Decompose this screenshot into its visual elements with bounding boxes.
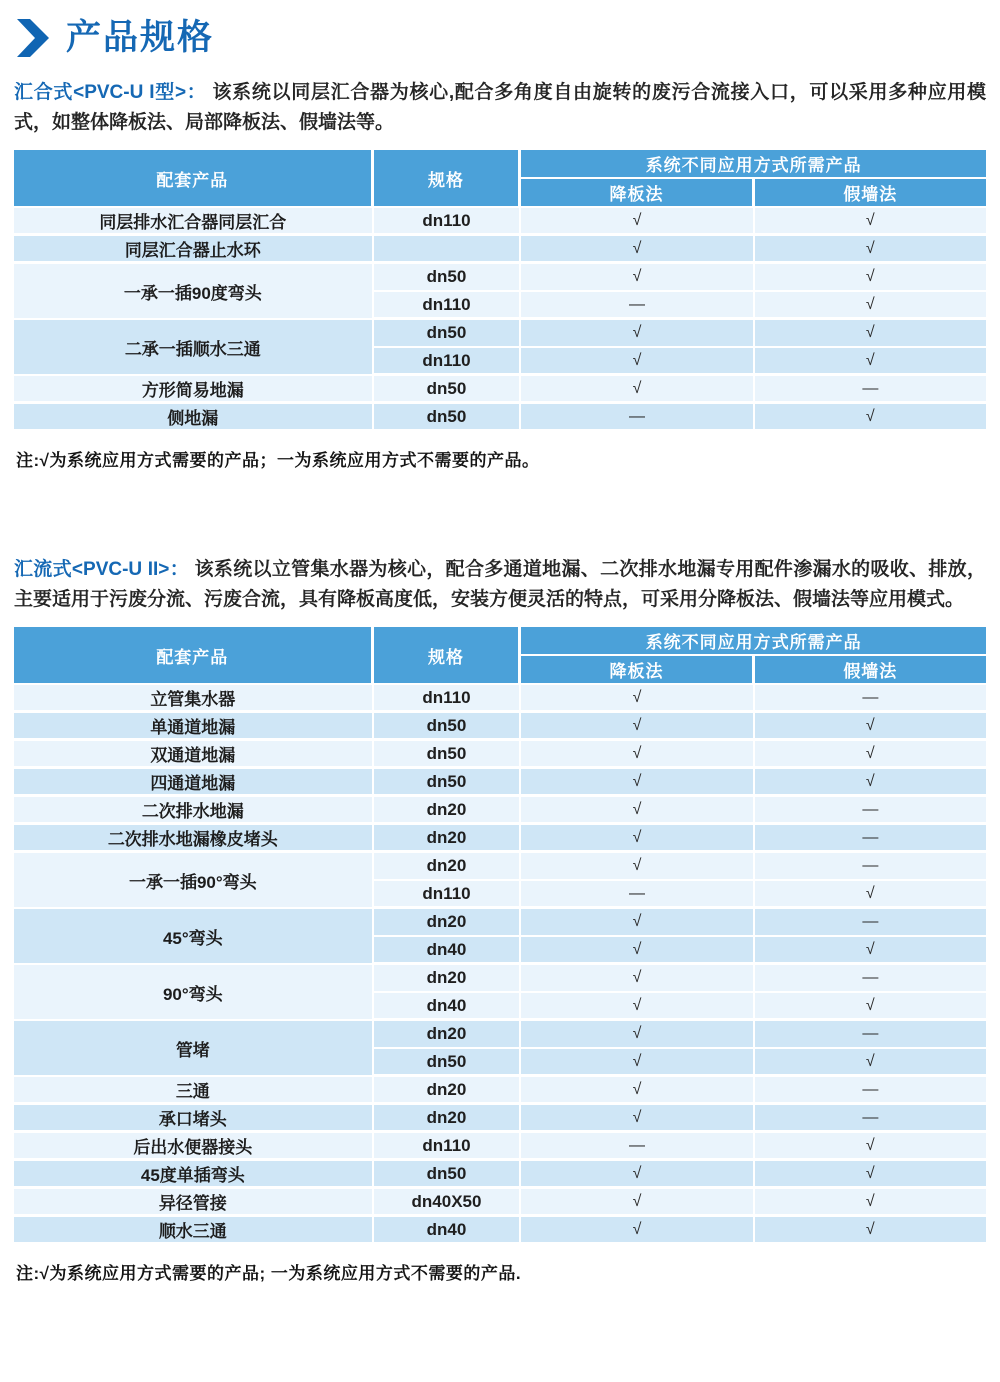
false-wall-mark-cell: √: [755, 292, 986, 320]
table-row: [14, 685, 986, 713]
product-name-cell: 侧地漏: [14, 404, 374, 432]
section2-note: 注:√为系统应用方式需要的产品; 一为系统应用方式不需要的产品.: [16, 1264, 522, 1283]
product-name-cell: 双通道地漏: [14, 741, 374, 769]
drop-slab-mark-cell: √: [521, 741, 754, 769]
table-row: [14, 909, 986, 937]
product-name-cell: 承口堵头: [14, 1105, 374, 1133]
spec-value-cell: dn50: [374, 1049, 522, 1077]
product-name-cell: 后出水便器接头: [14, 1133, 374, 1161]
drop-slab-mark-cell: √: [521, 965, 754, 993]
drop-slab-mark-cell: √: [521, 264, 754, 292]
product-name-cell: 管堵: [14, 1021, 374, 1077]
false-wall-mark-cell: √: [755, 208, 986, 236]
spec-value-cell: dn110: [374, 208, 522, 236]
spec-value-cell: dn40: [374, 993, 522, 1021]
spec-value-cell: dn50: [374, 769, 522, 797]
false-wall-mark-cell: √: [755, 1049, 986, 1077]
spec-value-cell: dn50: [374, 404, 522, 432]
header-product: 配套产品: [14, 627, 374, 685]
spec-value-cell: dn50: [374, 741, 522, 769]
product-name-cell: 方形简易地漏: [14, 376, 374, 404]
drop-slab-mark-cell: √: [521, 320, 754, 348]
false-wall-mark-cell: √: [755, 348, 986, 376]
false-wall-mark-cell: √: [755, 769, 986, 797]
spec-value-cell: dn50: [374, 264, 522, 292]
spec-value-cell: dn40: [374, 1217, 522, 1245]
table-row: [14, 236, 986, 264]
spec-value-cell: [374, 236, 522, 264]
false-wall-mark-cell: √: [755, 236, 986, 264]
drop-slab-mark-cell: √: [521, 1217, 754, 1245]
spec-value-cell: dn20: [374, 1105, 522, 1133]
drop-slab-mark-cell: √: [521, 769, 754, 797]
product-name-cell: 一承一插90度弯头: [14, 264, 374, 320]
table-row: [14, 1189, 986, 1217]
false-wall-mark-cell: √: [755, 1217, 986, 1245]
header-false-wall-method: 假墙法: [755, 179, 986, 208]
drop-slab-mark-cell: √: [521, 1161, 754, 1189]
table-row: [14, 825, 986, 853]
false-wall-mark-cell: √: [755, 937, 986, 965]
table-row: [14, 965, 986, 993]
product-name-cell: 异径管接: [14, 1189, 374, 1217]
drop-slab-mark-cell: —: [521, 881, 754, 909]
spec-value-cell: dn20: [374, 909, 522, 937]
chevron-right-icon: [16, 18, 50, 58]
header-drop-slab-method: 降板法: [521, 179, 754, 208]
spec-value-cell: dn20: [374, 1077, 522, 1105]
table-row: [14, 853, 986, 881]
drop-slab-mark-cell: √: [521, 1077, 754, 1105]
false-wall-mark-cell: √: [755, 320, 986, 348]
header-application-group: 系统不同应用方式所需产品: [521, 627, 986, 656]
table-row: [14, 1133, 986, 1161]
false-wall-mark-cell: —: [755, 965, 986, 993]
spec-value-cell: dn20: [374, 965, 522, 993]
drop-slab-mark-cell: —: [521, 404, 754, 432]
drop-slab-mark-cell: √: [521, 937, 754, 965]
table-row: [14, 1105, 986, 1133]
section-pvc-u-type1: [14, 78, 986, 471]
spec-value-cell: dn20: [374, 853, 522, 881]
false-wall-mark-cell: √: [755, 1189, 986, 1217]
table-row: [14, 1077, 986, 1105]
product-name-cell: 二承一插顺水三通: [14, 320, 374, 376]
header-application-group: 系统不同应用方式所需产品: [521, 150, 986, 179]
product-name-cell: 45°弯头: [14, 909, 374, 965]
false-wall-mark-cell: —: [755, 909, 986, 937]
false-wall-mark-cell: √: [755, 1133, 986, 1161]
drop-slab-mark-cell: √: [521, 1105, 754, 1133]
false-wall-mark-cell: √: [755, 713, 986, 741]
spec-value-cell: dn50: [374, 376, 522, 404]
false-wall-mark-cell: —: [755, 797, 986, 825]
false-wall-mark-cell: —: [755, 853, 986, 881]
product-name-cell: 单通道地漏: [14, 713, 374, 741]
table-row: [14, 1021, 986, 1049]
product-name-cell: 立管集水器: [14, 685, 374, 713]
spec-value-cell: dn20: [374, 797, 522, 825]
section-pvc-u-type2: [14, 555, 986, 1284]
drop-slab-mark-cell: √: [521, 909, 754, 937]
drop-slab-mark-cell: √: [521, 993, 754, 1021]
drop-slab-mark-cell: √: [521, 1049, 754, 1077]
false-wall-mark-cell: —: [755, 1077, 986, 1105]
product-name-cell: 90°弯头: [14, 965, 374, 1021]
section2-intro: [14, 555, 986, 615]
drop-slab-mark-cell: √: [521, 376, 754, 404]
section1-note: 注:√为系统应用方式需要的产品；一为系统应用方式不需要的产品。: [16, 451, 540, 470]
spec-value-cell: dn110: [374, 1133, 522, 1161]
spec-value-cell: dn40: [374, 937, 522, 965]
product-name-cell: 顺水三通: [14, 1217, 374, 1245]
spec-value-cell: dn20: [374, 825, 522, 853]
drop-slab-mark-cell: √: [521, 1189, 754, 1217]
false-wall-mark-cell: √: [755, 993, 986, 1021]
drop-slab-mark-cell: √: [521, 685, 754, 713]
false-wall-mark-cell: —: [755, 685, 986, 713]
product-name-cell: 二次排水地漏橡皮堵头: [14, 825, 374, 853]
table-row: [14, 1161, 986, 1189]
false-wall-mark-cell: √: [755, 264, 986, 292]
false-wall-mark-cell: —: [755, 825, 986, 853]
table-row: [14, 208, 986, 236]
header-drop-slab-method: 降板法: [521, 656, 754, 685]
drop-slab-mark-cell: —: [521, 292, 754, 320]
section1-intro: [14, 78, 986, 138]
table-row: [14, 376, 986, 404]
false-wall-mark-cell: —: [755, 1021, 986, 1049]
product-name-cell: 四通道地漏: [14, 769, 374, 797]
drop-slab-mark-cell: √: [521, 853, 754, 881]
spec-table-type2: [14, 627, 986, 1245]
table-row: [14, 264, 986, 292]
drop-slab-mark-cell: √: [521, 208, 754, 236]
spec-value-cell: dn110: [374, 685, 522, 713]
table-row: [14, 797, 986, 825]
section1-body: 该系统以同层汇合器为核心,配合多角度自由旋转的废污合流接入口，可以采用多种应用模式，如整体降板法、局部降板法、假墙法等。: [14, 82, 987, 133]
spec-value-cell: dn40X50: [374, 1189, 522, 1217]
spec-value-cell: dn110: [374, 348, 522, 376]
table-row: [14, 320, 986, 348]
page-title: 产品规格: [66, 17, 215, 57]
product-name-cell: 同层汇合器止水环: [14, 236, 374, 264]
drop-slab-mark-cell: √: [521, 348, 754, 376]
page-header: [16, 18, 986, 58]
spec-value-cell: dn110: [374, 292, 522, 320]
false-wall-mark-cell: √: [755, 404, 986, 432]
header-spec: 规格: [374, 627, 522, 685]
table-row: [14, 741, 986, 769]
header-spec: 规格: [374, 150, 522, 208]
drop-slab-mark-cell: √: [521, 713, 754, 741]
section2-lead: 汇流式<PVC-U II>：: [14, 559, 190, 580]
drop-slab-mark-cell: √: [521, 236, 754, 264]
drop-slab-mark-cell: √: [521, 797, 754, 825]
table-row: [14, 769, 986, 797]
drop-slab-mark-cell: —: [521, 1133, 754, 1161]
drop-slab-mark-cell: √: [521, 825, 754, 853]
drop-slab-mark-cell: √: [521, 1021, 754, 1049]
false-wall-mark-cell: —: [755, 376, 986, 404]
product-name-cell: 一承一插90°弯头: [14, 853, 374, 909]
false-wall-mark-cell: √: [755, 1161, 986, 1189]
section1-lead: 汇合式<PVC-U I型>：: [14, 82, 207, 103]
product-name-cell: 同层排水汇合器同层汇合: [14, 208, 374, 236]
spec-value-cell: dn50: [374, 713, 522, 741]
false-wall-mark-cell: —: [755, 1105, 986, 1133]
spec-value-cell: dn50: [374, 1161, 522, 1189]
product-name-cell: 三通: [14, 1077, 374, 1105]
header-product: 配套产品: [14, 150, 374, 208]
spec-table-type1: [14, 150, 986, 432]
false-wall-mark-cell: √: [755, 881, 986, 909]
table-row: [14, 404, 986, 432]
product-name-cell: 二次排水地漏: [14, 797, 374, 825]
product-name-cell: 45度单插弯头: [14, 1161, 374, 1189]
section2-body: 该系统以立管集水器为核心，配合多通道地漏、二次排水地漏专用配件渗漏水的吸收、排放，主要适用于污废分流、污废合流，具有降板高度低，安装方便灵活的特点，可采用分降板法、假墙法等应用模式。: [14, 559, 986, 610]
header-false-wall-method: 假墙法: [755, 656, 986, 685]
table-row: [14, 1217, 986, 1245]
spec-value-cell: dn110: [374, 881, 522, 909]
spec-value-cell: dn20: [374, 1021, 522, 1049]
table-row: [14, 713, 986, 741]
false-wall-mark-cell: √: [755, 741, 986, 769]
spec-value-cell: dn50: [374, 320, 522, 348]
